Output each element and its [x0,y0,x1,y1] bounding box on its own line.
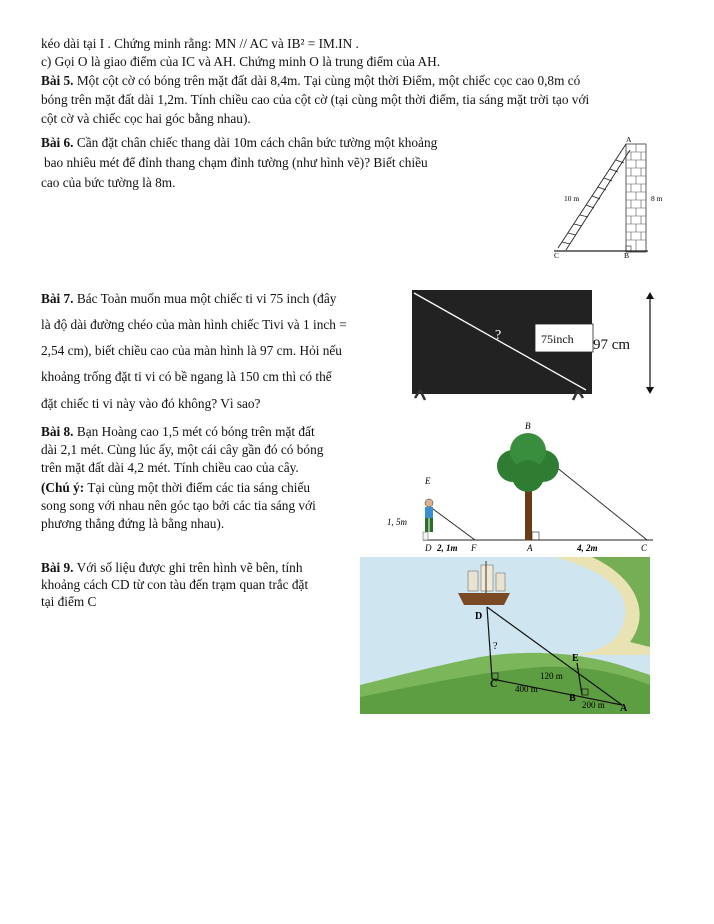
bai8-line-4 [41,479,310,496]
bai7-line-5: đặt chiếc ti vi này vào đó không? Vì sao? [41,396,261,411]
ba-length-label: 200 m [582,700,605,710]
label-c: C [554,251,560,260]
label-e-9: E [572,653,579,664]
bai9-text-1: Với số liệu được ghi trên hình vẽ bên, tính [76,560,303,575]
label-c-9: C [490,679,498,690]
tree-shadow-figure [385,418,665,558]
bai6-line-3: cao của bức tường là 8m. [41,175,176,190]
bai8-line-5: song song với nhau nên góc tạo bởi các tia sáng với [41,498,316,513]
label-b-9: B [569,693,576,704]
wall-height-label: 8 m [651,194,663,203]
label-d-9: D [475,611,483,622]
bai6-line-1 [41,134,437,151]
label-d-8: D [425,543,432,553]
tv-question-mark: ? [495,328,502,343]
bai7-text-1: Bác Toàn muốn mua một chiếc ti vi 75 inch (đây [76,291,337,306]
bai8-line-6: phương thẳng đứng là bằng nhau). [41,516,225,531]
boy-figure [423,499,433,540]
label-e-8: E [425,476,431,486]
label-a-8: A [527,543,533,553]
bai7-line-2: là độ dài đường chéo của màn hình chiếc Tivi và 1 inch = [41,317,347,332]
bai7-title: Bài 7. [41,291,74,306]
bai6-text-1: Cần đặt chân chiếc thang dài 10m cách chân bức tường một khoảng [76,135,438,150]
bai8-text-4: Tại cùng một thời điểm các tia sáng chiếu [87,480,310,495]
bai6-title: Bài 6. [41,135,74,150]
label-b-8: B [525,421,531,431]
bai7-line-1 [41,290,336,307]
bai7-line-4: khoảng trống đặt ti vi có bề ngang là 150 cm thì có thể [41,369,332,384]
bai9-line-2: khoảng cách CD từ con tàu đến trạm quan trắc đặt [41,577,309,592]
bai8-line-2: dài 2,1 mét. Cùng lúc ấy, một cái cây gần đó có bóng [41,442,324,457]
bai5-line-2: bóng trên mặt đất dài 1,2m. Tính chiều cao của cột cờ (tại cùng một thời điểm, tia sáng mặt trời tạo với [41,92,590,107]
boy-height-label: 1, 5m [387,517,407,527]
label-a-9: A [620,703,628,714]
top-line-2: c) Gọi O là giao điểm của IC và AH. Chứng minh O là trung điểm của AH. [41,54,441,69]
distance-question: ? [493,641,498,652]
bai9-line-1 [41,559,302,576]
tv-figure [410,284,666,408]
label-a: A [626,135,632,144]
bai8-line-3: trên mặt đất dài 4,2 mét. Tính chiều cao của cây. [41,460,299,475]
right-angle-8 [532,532,539,540]
brick-wall [626,144,646,252]
bai5-title: Bài 5. [41,73,74,88]
bai9-line-3: tại điểm C [41,594,97,609]
height-arrow-top [646,292,654,299]
tree [497,433,559,540]
be-length-label: 120 m [540,671,563,681]
boy-shadow-ray [429,506,475,540]
top-line-1: kéo dài tại I . Chứng minh rằng: MN // AC và IB² = IM.IN . [41,36,359,51]
bai8-text-1: Bạn Hoàng cao 1,5 mét có bóng trên mặt đất [76,424,315,439]
bai9-title: Bài 9. [41,560,74,575]
bai8-title: Bài 8. [41,424,74,439]
diagonal-label: 75inch [541,332,574,346]
bai5-line-1 [41,72,580,89]
height-arrow-bottom [646,387,654,394]
bai5-line-3: cột cờ và chiếc cọc hai góc bằng nhau). [41,111,251,126]
label-b: B [624,251,630,260]
height-label: 97 cm [593,337,631,353]
cb-length-label: 400 m [515,684,538,694]
label-f-8: F [471,543,477,553]
ladder-figure [550,130,680,260]
bai8-line-1 [41,423,315,440]
bai6-line-2: bao nhiêu mét để đỉnh thang chạm đỉnh tường (như hình vẽ)? Biết chiều [44,155,428,170]
bai7-line-3: 2,54 cm), biết chiều cao của màn hình là 97 cm. Hỏi nếu [41,343,342,358]
label-c-8: C [641,543,648,553]
ladder-length-label: 10 m [564,194,580,203]
bai8-note-title: (Chú ý: [41,480,85,495]
ac-length-label: 4, 2m [577,543,598,553]
bai5-text-1: Một cột cờ có bóng trên mặt đất dài 8,4m. Tại cùng một thời Điểm, một chiếc cọc cao 0,8m có [76,73,581,88]
df-length-label: 2, 1m [437,543,458,553]
ship-distance-figure [360,557,650,714]
